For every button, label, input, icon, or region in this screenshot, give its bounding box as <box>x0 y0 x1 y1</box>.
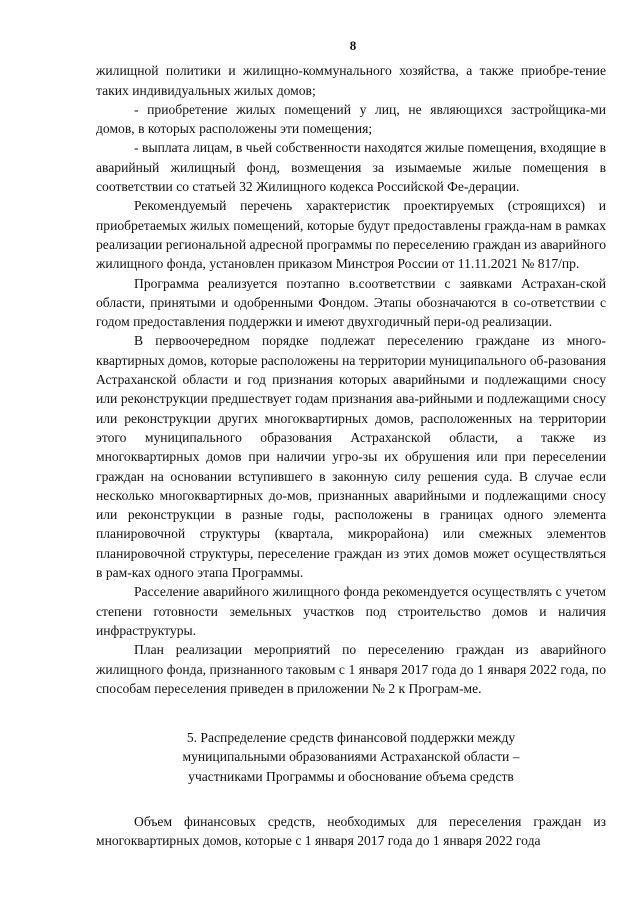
paragraph-program-stages: Программа реализуется поэтапно в.соответствии с заявками Астрахан-ской области, принятыми и одобренными Фондом. Этапы обозначаются в со-ответствии с годом предоставления поддержки и имеют двухгодичный пери-од реализации. <box>96 275 606 330</box>
page-number: 8 <box>349 38 357 53</box>
section-heading-line: муниципальными образованиями Астраханской области – <box>182 749 520 765</box>
paragraph-acquisition: - приобретение жилых помещений у лиц, не являющихся застройщика-ми домов, в которых расположены эти помещения; <box>96 101 606 137</box>
paragraph-housing-characteristics: Рекомендуемый перечень характеристик проектируемых (строящихся) и приобретаемых жилых помещений, которые будут предоставлены гражда-нам в рамках реализации региональной адресной программы по переселению граждан из аварийного жилищного фонда, установлен приказом Минстроя России от 11.11.2021 № 817/пр. <box>96 198 606 272</box>
document-page <box>96 36 606 851</box>
paragraph-priority-resettlement: В первоочередном порядке подлежат переселению граждане из много-квартирных домов, которые расположены на территории муниципального об-разования Астраханской области и год признания которых аварийными и подлежащими сносу или реконструкции предшествует годам признания ава-рийными и подлежащими сносу или реконструкции других многоквартирных домов, расположенных на территории этого муниципального образования Астраханской области, а также из многоквартирных домов при наличии угро-зы их обрушения или при переселении граждан на основании вступившего в законную силу решения суда. В случае если несколько многоквартирных до-мов, признанных аварийными и подлежащими сносу или реконструкции в разные годы, расположены в границах одного элемента планировочной структуры (квартала, микрорайона) или смежных элементов планировочной структуры, переселение граждан из этих домов может осуществляться в рам-ках одного этапа Программы. <box>96 333 606 581</box>
section-heading-line: участниками Программы и обоснование объема средств <box>188 768 514 784</box>
paragraph-continuation: жилищной политики и жилищно-коммунального хозяйства, а также приобре-тение таких индивидуальных жилых домов; <box>96 63 606 98</box>
paragraph-compensation: - выплата лицам, в чьей собственности находятся жилые помещения, входящие в аварийный жилищный фонд, возмещения за изымаемые жилые помещения в соответствии со статьей 32 Жилищного кодекса Российской Фе-дерации. <box>96 140 606 195</box>
section-heading-line: 5. Распределение средств финансовой поддержки между <box>186 730 516 746</box>
paragraph-implementation-plan: План реализации мероприятий по переселению граждан из аварийного жилищного фонда, признанного таковым с 1 января 2017 года до 1 января 2022 года, по способам переселения приведен в приложении № 2 к Програм-ме. <box>96 642 606 696</box>
section-heading <box>96 728 606 786</box>
paragraph-land-readiness: Расселение аварийного жилищного фонда рекомендуется осуществлять с учетом степени готовности земельных участков под строительство домов и наличия инфраструктуры. <box>96 584 606 638</box>
paragraph-funding-volume: Объем финансовых средств, необходимых для переселения граждан из многоквартирных домов, которые с 1 января 2017 года до 1 января 2022 года <box>96 813 606 849</box>
